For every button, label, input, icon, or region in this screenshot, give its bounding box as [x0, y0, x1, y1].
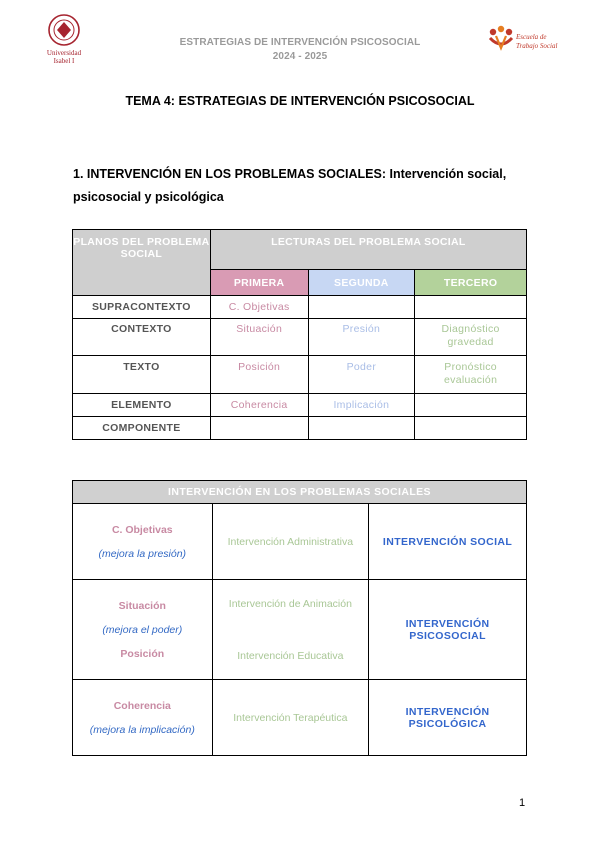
corner-header: PLANOS DEL PROBLEMA SOCIAL: [73, 230, 211, 296]
row-label: SUPRACONTEXTO: [73, 296, 211, 319]
table-cell: Pronóstico evaluación: [415, 356, 527, 394]
table-row: [73, 417, 527, 440]
table-cell: Poder: [308, 356, 415, 394]
document-header: [0, 36, 600, 64]
table-cell: Presión: [308, 319, 415, 356]
intervention-type: Intervención Administrativa: [212, 504, 369, 580]
table-cell: Situación: [210, 319, 308, 356]
row-label: CONTEXTO: [73, 319, 211, 356]
term-cell: [73, 580, 213, 680]
table-cell: [415, 394, 527, 417]
reading-table: [72, 229, 527, 440]
table-row: [73, 580, 527, 680]
table-row: [73, 356, 527, 394]
row-label: TEXTO: [73, 356, 211, 394]
term-note: (mejora el poder): [102, 623, 183, 636]
intervention-table: [72, 480, 527, 756]
intervention-type-cell: [212, 580, 369, 680]
table-row: [73, 319, 527, 356]
table-cell: [308, 296, 415, 319]
section-heading: [73, 163, 543, 209]
intervention-type: Intervención de Animación: [228, 597, 352, 610]
term-label: Posición: [120, 647, 165, 660]
term-note: (mejora la presión): [98, 547, 187, 560]
table-cell: Diagnóstico gravedad: [415, 319, 527, 356]
header-year: 2024 - 2025: [272, 51, 328, 62]
intervention-type: Intervención Educativa: [237, 649, 344, 662]
group-header: LECTURAS DEL PROBLEMA SOCIAL: [210, 230, 526, 270]
col-header-primera: PRIMERA: [210, 270, 308, 296]
table-row: [73, 394, 527, 417]
term-cell: [73, 504, 213, 580]
header-course: ESTRATEGIAS DE INTERVENCIÓN PSICOSOCIAL: [179, 37, 421, 48]
svg-text:Universidad: Universidad: [46, 49, 82, 57]
table-cell: [308, 417, 415, 440]
page-title: TEMA 4: ESTRATEGIAS DE INTERVENCIÓN PSICOSOCIAL: [125, 94, 475, 108]
table-row: [73, 504, 527, 580]
svg-text:Escuela de: Escuela de: [516, 33, 547, 41]
table-cell: [415, 417, 527, 440]
section-subtitle: Intervención social, psicosocial y psicológica: [73, 167, 507, 204]
term-label: Coherencia: [113, 699, 171, 712]
intervention-type: Intervención Terapéutica: [212, 680, 369, 756]
intervention-category: INTERVENCIÓN PSICOSOCIAL: [369, 580, 527, 680]
table-cell: C. Objetivas: [210, 296, 308, 319]
row-label: ELEMENTO: [73, 394, 211, 417]
section-title: 1. INTERVENCIÓN EN LOS PROBLEMAS SOCIALES:: [73, 167, 387, 181]
term-cell: [73, 680, 213, 756]
table-cell: Implicación: [308, 394, 415, 417]
col-header-tercero: TERCERO: [415, 270, 527, 296]
intervention-category: INTERVENCIÓN PSICOLÓGICA: [369, 680, 527, 756]
table-cell: [415, 296, 527, 319]
term-label: Situación: [118, 599, 166, 612]
table-cell: Posición: [210, 356, 308, 394]
term-label: C. Objetivas: [111, 523, 173, 536]
intervention-category: INTERVENCIÓN SOCIAL: [369, 504, 527, 580]
intervention-table-header: INTERVENCIÓN EN LOS PROBLEMAS SOCIALES: [73, 481, 527, 504]
col-header-segunda: SEGUNDA: [308, 270, 415, 296]
table-cell: [210, 417, 308, 440]
table-row: [73, 296, 527, 319]
row-label: COMPONENTE: [73, 417, 211, 440]
page-number: 1: [519, 797, 526, 809]
table-cell: Coherencia: [210, 394, 308, 417]
table-row: [73, 680, 527, 756]
svg-text:Isabel I: Isabel I: [53, 57, 75, 65]
svg-text:Trabajo Social: Trabajo Social: [516, 42, 558, 50]
term-note: (mejora la implicación): [89, 723, 195, 736]
